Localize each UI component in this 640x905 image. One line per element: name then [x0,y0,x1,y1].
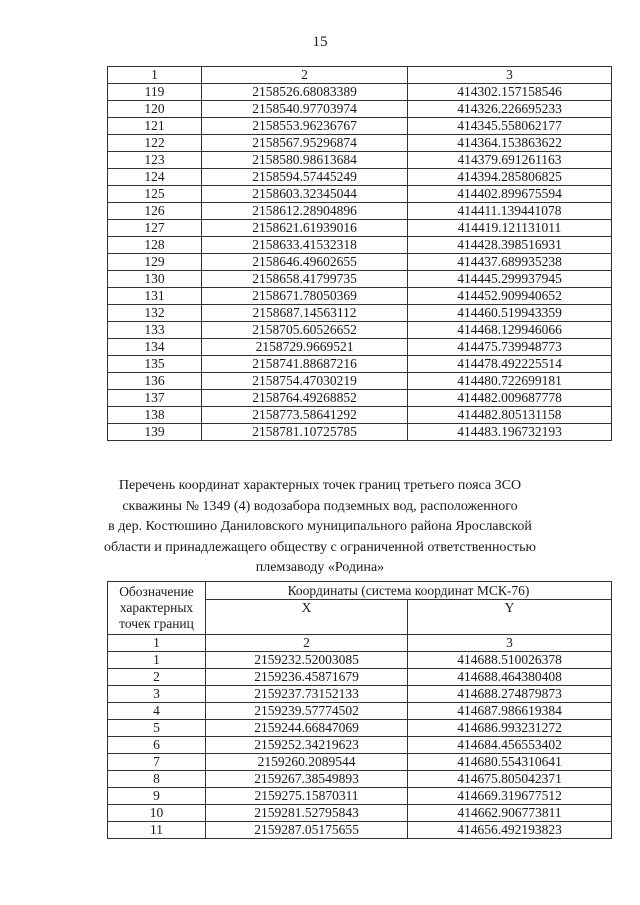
y-coordinate-cell: 414480.722699181 [408,373,612,390]
coordinates-header: Координаты (система координат МСК-76) [206,582,612,600]
y-coordinate-cell: 414411.139441078 [408,203,612,220]
x-coordinate-cell: 2158671.78050369 [202,288,408,305]
caption-line: Перечень координат характерных точек границ третьего пояса ЗСО [118,478,522,493]
table-row [108,822,612,839]
y-coordinate-cell: 414478.492225514 [408,356,612,373]
table-row [108,135,612,152]
caption-line: скважины № 1349 (4) водозабора подземных вод, расположенного [122,498,518,514]
point-number-cell: 8 [108,771,206,788]
table-row [108,339,612,356]
point-number-cell: 123 [108,152,202,169]
y-coordinate-cell: 414687.986619384 [408,703,612,720]
y-coordinate-cell: 414684.456553402 [408,737,612,754]
point-number-cell: 126 [108,203,202,220]
x-coordinate-cell: 2158567.95296874 [202,135,408,152]
y-coordinate-cell: 414460.519943359 [408,305,612,322]
x-coordinate-cell: 2159275.15870311 [206,788,408,805]
x-coordinate-cell: 2158781.10725785 [202,424,408,441]
x-coordinate-cell: 2159267.38549893 [206,771,408,788]
x-coordinate-cell: 2158687.14563112 [202,305,408,322]
table-row [108,169,612,186]
caption-line: области и принадлежащего обществу с ограниченной ответственностью [104,539,536,555]
point-number-cell: 122 [108,135,202,152]
y-coordinate-cell: 414688.274879873 [408,686,612,703]
x-coordinate-cell: 2158621.61939016 [202,220,408,237]
table-row [108,407,612,424]
y-coordinate-cell: 414302.157158546 [408,84,612,101]
point-number-cell: 136 [108,373,202,390]
table-row [108,288,612,305]
point-designation-header: Обозначение характерных точек границ [108,582,206,635]
x-coordinate-cell: 2159239.57774502 [206,703,408,720]
y-coordinate-cell: 414688.510026378 [408,652,612,669]
x-coordinate-cell: 2158705.60526652 [202,322,408,339]
column-number-3: 3 [408,67,612,84]
point-number-cell: 135 [108,356,202,373]
point-number-cell: 9 [108,788,206,805]
y-coordinate-cell: 414482.009687778 [408,390,612,407]
y-coordinate-cell: 414326.226695233 [408,101,612,118]
y-coordinate-cell: 414468.129946066 [408,322,612,339]
y-coordinate-cell: 414379.691261163 [408,152,612,169]
table-row [108,686,612,703]
point-number-cell: 129 [108,254,202,271]
y-coordinate-cell: 414656.492193823 [408,822,612,839]
table-row [108,805,612,822]
table-row [108,152,612,169]
y-coordinate-cell: 414364.153863622 [408,135,612,152]
page-number: 15 [312,34,328,50]
table-header-row [108,67,612,84]
point-number-cell: 131 [108,288,202,305]
y-coordinate-cell: 414680.554310641 [408,754,612,771]
point-number-cell: 6 [108,737,206,754]
table-row [108,101,612,118]
x-coordinate-cell: 2158741.88687216 [202,356,408,373]
table-row [108,322,612,339]
caption-line: в дер. Костюшино Даниловского муниципального района Ярославской [108,519,532,534]
point-number-cell: 3 [108,686,206,703]
y-coordinate-cell: 414345.558062177 [408,118,612,135]
x-coordinate-cell: 2159287.05175655 [206,822,408,839]
point-number-cell: 132 [108,305,202,322]
table-row [108,771,612,788]
y-coordinate-cell: 414428.398516931 [408,237,612,254]
y-coordinate-cell: 414419.121131011 [408,220,612,237]
x-coordinate-cell: 2158612.28904896 [202,203,408,220]
y-coordinate-cell: 414482.805131158 [408,407,612,424]
point-number-cell: 139 [108,424,202,441]
table-row [108,84,612,101]
x-coordinate-cell: 2158633.41532318 [202,237,408,254]
y-coordinate-cell: 414437.689935238 [408,254,612,271]
table-row [108,373,612,390]
point-number-cell: 138 [108,407,202,424]
table-number-row [108,635,612,652]
y-coordinate-cell: 414394.285806825 [408,169,612,186]
x-coordinate-cell: 2158540.97703974 [202,101,408,118]
table-row [108,203,612,220]
x-coordinate-cell: 2158764.49268852 [202,390,408,407]
point-number-cell: 125 [108,186,202,203]
x-coordinate-cell: 2159260.2089544 [206,754,408,771]
column-number-1: 1 [108,635,206,652]
point-number-cell: 11 [108,822,206,839]
x-coordinate-cell: 2159244.66847069 [206,720,408,737]
y-coordinate-cell: 414445.299937945 [408,271,612,288]
y-coordinate-cell: 414669.319677512 [408,788,612,805]
caption-line: племзаводу «Родина» [255,560,385,575]
y-coordinate-cell: 414483.196732193 [408,424,612,441]
x-coordinate-cell: 2159232.52003085 [206,652,408,669]
table-row [108,652,612,669]
x-coordinate-cell: 2159237.73152133 [206,686,408,703]
table-row [108,424,612,441]
x-coordinate-cell: 2158580.98613684 [202,152,408,169]
point-number-cell: 1 [108,652,206,669]
point-number-cell: 130 [108,271,202,288]
point-number-cell: 119 [108,84,202,101]
table-row [108,271,612,288]
x-coordinate-cell: 2158594.57445249 [202,169,408,186]
point-number-cell: 120 [108,101,202,118]
x-column-header: X [206,600,408,635]
column-number-3: 3 [408,635,612,652]
table-row [108,703,612,720]
x-coordinate-cell: 2159281.52795843 [206,805,408,822]
x-coordinate-cell: 2159236.45871679 [206,669,408,686]
y-coordinate-cell: 414475.739948773 [408,339,612,356]
y-column-header: Y [408,600,612,635]
table-row [108,720,612,737]
point-number-cell: 2 [108,669,206,686]
point-number-cell: 133 [108,322,202,339]
table-caption [100,476,540,579]
table-row [108,754,612,771]
column-number-1: 1 [108,67,202,84]
y-coordinate-cell: 414686.993231272 [408,720,612,737]
column-number-2: 2 [206,635,408,652]
point-number-cell: 128 [108,237,202,254]
table-row [108,118,612,135]
x-coordinate-cell: 2158773.58641292 [202,407,408,424]
table-row [108,254,612,271]
y-coordinate-cell: 414688.464380408 [408,669,612,686]
x-coordinate-cell: 2158526.68083389 [202,84,408,101]
x-coordinate-cell: 2159252.34219623 [206,737,408,754]
point-number-cell: 137 [108,390,202,407]
table-row [108,220,612,237]
point-number-cell: 134 [108,339,202,356]
point-number-cell: 7 [108,754,206,771]
table-row [108,669,612,686]
x-coordinate-cell: 2158553.96236767 [202,118,408,135]
point-number-cell: 4 [108,703,206,720]
point-number-cell: 5 [108,720,206,737]
x-coordinate-cell: 2158658.41799735 [202,271,408,288]
y-coordinate-cell: 414452.909940652 [408,288,612,305]
point-number-cell: 121 [108,118,202,135]
column-number-2: 2 [202,67,408,84]
table-row [108,788,612,805]
x-coordinate-cell: 2158646.49602655 [202,254,408,271]
table-row [108,186,612,203]
table-row [108,390,612,407]
coordinates-table-continued [107,66,612,441]
y-coordinate-cell: 414675.805042371 [408,771,612,788]
x-coordinate-cell: 2158603.32345044 [202,186,408,203]
y-coordinate-cell: 414402.899675594 [408,186,612,203]
point-number-cell: 124 [108,169,202,186]
x-coordinate-cell: 2158729.9669521 [202,339,408,356]
table-row [108,737,612,754]
point-number-cell: 10 [108,805,206,822]
table-row [108,305,612,322]
table-row [108,237,612,254]
zone3-coordinates-table [107,581,612,839]
point-number-cell: 127 [108,220,202,237]
table-row [108,356,612,373]
x-coordinate-cell: 2158754.47030219 [202,373,408,390]
y-coordinate-cell: 414662.906773811 [408,805,612,822]
